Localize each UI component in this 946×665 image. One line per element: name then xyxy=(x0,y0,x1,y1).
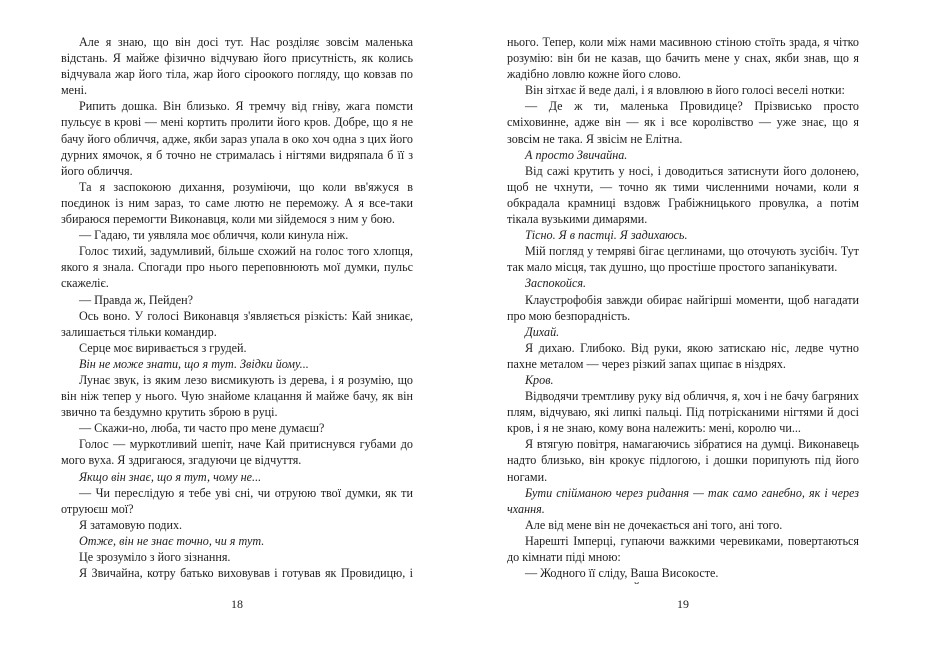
paragraph: Отже, він не знає точно, чи я тут. xyxy=(79,533,265,548)
paragraph: Бути спійманою через ридання — так само ганебно, як і через чхання. xyxy=(507,485,859,516)
paragraph: Рипить дошка. Він близько. Я тремчу від гніву, жага помсти пульсує в крові — мені кортить пролити його кров. Добре, що я не бачу його обличчя, адже, якби зараз упала в око хоч одна з цих його дурних ямочок, я б точно не стрималась і нігтями видряпала б її з його обличчя. xyxy=(61,99,413,178)
paragraph: нього. Тепер, коли між нами масивною стіною стоїть зрада, я чітко розумію: він би не казав, що бачить мене у снах, якби знав, що я жадібно ловлю кожне його слово. xyxy=(507,35,859,82)
page-number-left: 18 xyxy=(231,597,243,611)
paragraph: Серце моє виривається з грудей. xyxy=(79,340,247,355)
paragraph: Голос — муркотливий шепіт, наче Кай притиснувся губами до мого вуха. Я здригаюся, згадуючи це відчуття. xyxy=(61,437,413,468)
paragraph: — Чи переслідую я тебе уві сні, чи отруюю твої думки, як ти отруюєш мої? xyxy=(61,485,413,516)
paragraph: Я Звичайна, котру батько виховував і готував як Провидицю, і xyxy=(79,566,413,581)
paragraph: Тісно. Я в пастці. Я задихаюсь. xyxy=(525,228,688,243)
paragraph: — Де ж ти, маленька Провидице? Прізвисько просто сміховинне, адже він — як і все королівство — уже знає, що я зовсім не така. Я звісім не Елітна. xyxy=(507,99,859,146)
paragraph: — Гадаю, ти уявляла моє обличчя, коли кинула ніж. xyxy=(79,228,349,243)
left-page-text xyxy=(61,34,413,584)
paragraph: Відводячи тремтливу руку від обличчя, я, хоч і не бачу багряних плям, відчуваю, які липкі пальці. Під потрісканими нігтями й досі кров, і я не знаю, кому вона належить: мені, королю чи... xyxy=(507,389,859,436)
paragraph: Клаустрофобія завжди обирає найгірші моменти, щоб нагадати про мою безпорадність. xyxy=(507,292,859,323)
paragraph: Якщо він знає, що я тут, чому не... xyxy=(79,469,262,484)
page-number-right: 19 xyxy=(677,597,689,611)
paragraph: Від сажі крутить у носі, і доводиться затиснути його долонею, щоб не чхнути, — точно як тими численними ночами, коли я обкрадала крамниці вздовж Грабіжницького провулка, а потім тікала вузькими димарями. xyxy=(507,163,859,227)
right-page-text xyxy=(507,34,859,584)
paragraph: Дихай. xyxy=(525,324,560,339)
paragraph: Лунає звук, із яким лезо висмикують із дерева, і я розумію, що він ніж тепер у нього. Чую знайоме клацання й майже бачу, як він звично та бездумно крутить зброю в руці. xyxy=(61,372,413,420)
paragraph: Голос тихий, задумливий, більше схожий на голос того хлопця, якого я знала. Спогади про нього переповнюють мої думки, пульс скажеліє. xyxy=(61,244,413,291)
paragraph: Але від мене він не дочекається ані того, ані того. xyxy=(525,517,783,532)
paragraph: — Скажи-но, люба, ти часто про мене думаєш? xyxy=(79,421,325,436)
paragraph: А просто Звичайна. xyxy=(525,147,628,162)
paragraph: Він не може знати, що я тут. Звідки йому... xyxy=(79,356,309,371)
paragraph: Я втягую повітря, намагаючись зібратися на думці. Виконавець надто близько, він крокує підлогою, і дошки порипують під його ногами. xyxy=(507,437,859,484)
paragraph: Мій погляд у темряві бігає цеглинами, що оточують зусібіч. Тут так мало місця, так душно, що простіше простого запанікувати. xyxy=(507,244,859,275)
paragraph: Але я знаю, що він досі тут. Нас розділяє зовсім маленька відстань. Я майже фізично відчуваю його присутність, як колись відчувала жар його тіла, жар його сіроокого погляду, що ковзав по мені. xyxy=(61,35,413,98)
paragraph: Ось воно. У голосі Виконавця з'являється різкість: Кай зникає, залишається тільки командир. xyxy=(61,308,413,339)
paragraph: Він зітхає й веде далі, і я вловлюю в його голосі веселі нотки: xyxy=(525,83,845,98)
paragraph: Я дихаю. Глибоко. Від руки, якою затискаю ніс, ледве чутно пахне металом — через різкий запах щипає в ніздрях. xyxy=(507,340,859,371)
paragraph: — Жодного її сліду, Ваша Високосте. xyxy=(525,566,719,581)
left-page xyxy=(61,34,413,659)
right-page xyxy=(507,34,859,659)
paragraph: Це зрозуміло з його зізнання. xyxy=(79,550,231,564)
paragraph: Заспокойся. xyxy=(525,276,587,291)
paragraph: Кров. xyxy=(525,372,554,387)
paragraph: — Правда ж, Пейден? xyxy=(79,292,193,307)
paragraph xyxy=(507,581,859,584)
paragraph: Та я заспокоюю дихання, розуміючи, що коли вв'яжуся в поєдинок із ним зараз, то саме лютю не переможу. А я все-таки збираюся перемогти Виконавця, коли ми зійдемося з ним у бою. xyxy=(61,179,413,227)
paragraph: Я затамовую подих. xyxy=(79,517,183,532)
paragraph: Нарешті Імперці, гупаючи важкими черевиками, повертаються до кімнати піді мною: xyxy=(507,533,859,564)
